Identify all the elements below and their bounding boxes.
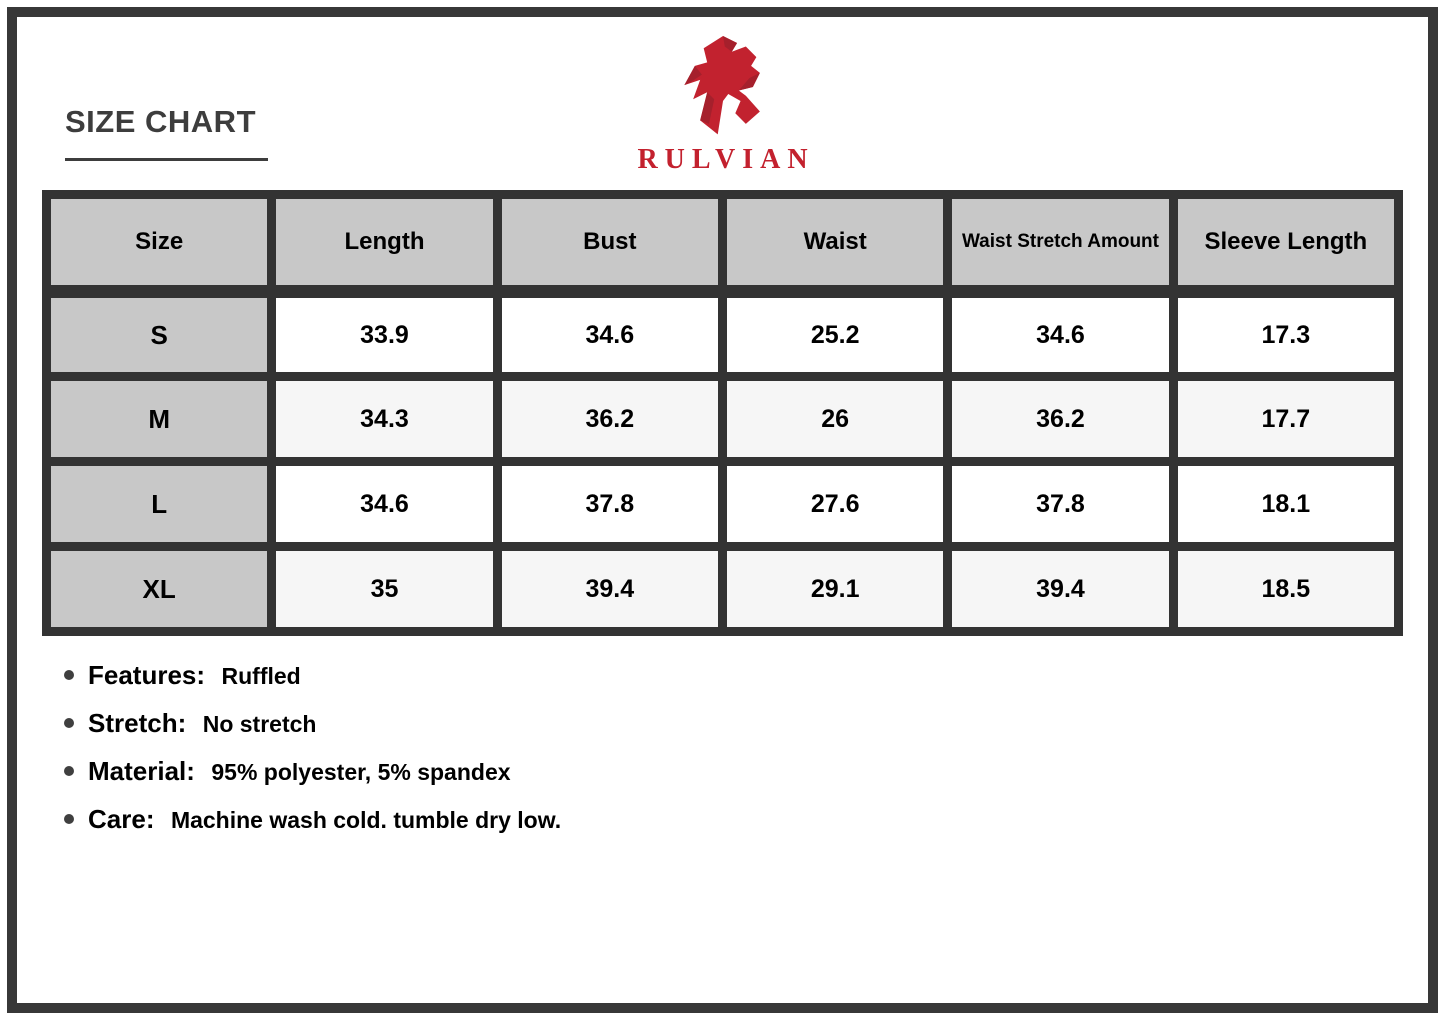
value-cell: 17.7 xyxy=(1173,377,1398,462)
header-cell-bust: Bust xyxy=(497,195,722,292)
value-cell: 25.2 xyxy=(722,292,947,377)
value-cell: 37.8 xyxy=(497,462,722,547)
size-cell: L xyxy=(47,462,272,547)
value-cell: 34.3 xyxy=(272,377,497,462)
detail-label: Care: xyxy=(88,804,155,834)
value-cell: 34.6 xyxy=(272,462,497,547)
table-row-xl xyxy=(47,547,1399,632)
header-cell-waist: Waist xyxy=(722,195,947,292)
header-cell-size: Size xyxy=(47,195,272,292)
table-row-s xyxy=(47,292,1399,377)
brand-logo xyxy=(573,36,873,176)
value-cell: 35 xyxy=(272,547,497,632)
page-title: SIZE CHART xyxy=(65,104,256,139)
value-cell: 39.4 xyxy=(948,547,1173,632)
value-cell: 26 xyxy=(722,377,947,462)
table-row-l xyxy=(47,462,1399,547)
detail-item-care xyxy=(64,804,561,839)
value-cell: 34.6 xyxy=(497,292,722,377)
size-cell: S xyxy=(47,292,272,377)
bullet-icon xyxy=(64,718,74,728)
detail-item-features xyxy=(64,660,561,695)
header-cell-length: Length xyxy=(272,195,497,292)
header-cell-waist-stretch: Waist Stretch Amount xyxy=(948,195,1173,292)
brand-name: RULVIAN xyxy=(637,144,815,175)
rulvian-r-monogram-icon xyxy=(679,36,767,137)
details-list xyxy=(64,660,561,852)
value-cell: 33.9 xyxy=(272,292,497,377)
detail-label: Stretch: xyxy=(88,708,187,738)
detail-value: Ruffled xyxy=(221,663,301,689)
value-cell: 36.2 xyxy=(497,377,722,462)
value-cell: 36.2 xyxy=(948,377,1173,462)
value-cell: 39.4 xyxy=(497,547,722,632)
table-header-row xyxy=(47,195,1399,292)
bullet-icon xyxy=(64,814,74,824)
detail-value: Machine wash cold. tumble dry low. xyxy=(170,807,562,833)
detail-label: Material: xyxy=(88,756,195,786)
size-cell: M xyxy=(47,377,272,462)
detail-item-stretch xyxy=(64,708,561,743)
header-cell-sleeve: Sleeve Length xyxy=(1173,195,1398,292)
value-cell: 18.5 xyxy=(1173,547,1398,632)
value-cell: 18.1 xyxy=(1173,462,1398,547)
detail-value: No stretch xyxy=(202,711,317,737)
value-cell: 27.6 xyxy=(722,462,947,547)
value-cell: 37.8 xyxy=(948,462,1173,547)
value-cell: 34.6 xyxy=(948,292,1173,377)
value-cell: 29.1 xyxy=(722,547,947,632)
size-cell: XL xyxy=(47,547,272,632)
size-chart-table xyxy=(42,190,1403,636)
value-cell: 17.3 xyxy=(1173,292,1398,377)
bullet-icon xyxy=(64,670,74,680)
table-row-m xyxy=(47,377,1399,462)
detail-value: 95% polyester, 5% spandex xyxy=(211,759,511,785)
detail-item-material xyxy=(64,756,561,791)
detail-label: Features: xyxy=(88,660,206,690)
title-underline xyxy=(65,158,268,161)
bullet-icon xyxy=(64,766,74,776)
